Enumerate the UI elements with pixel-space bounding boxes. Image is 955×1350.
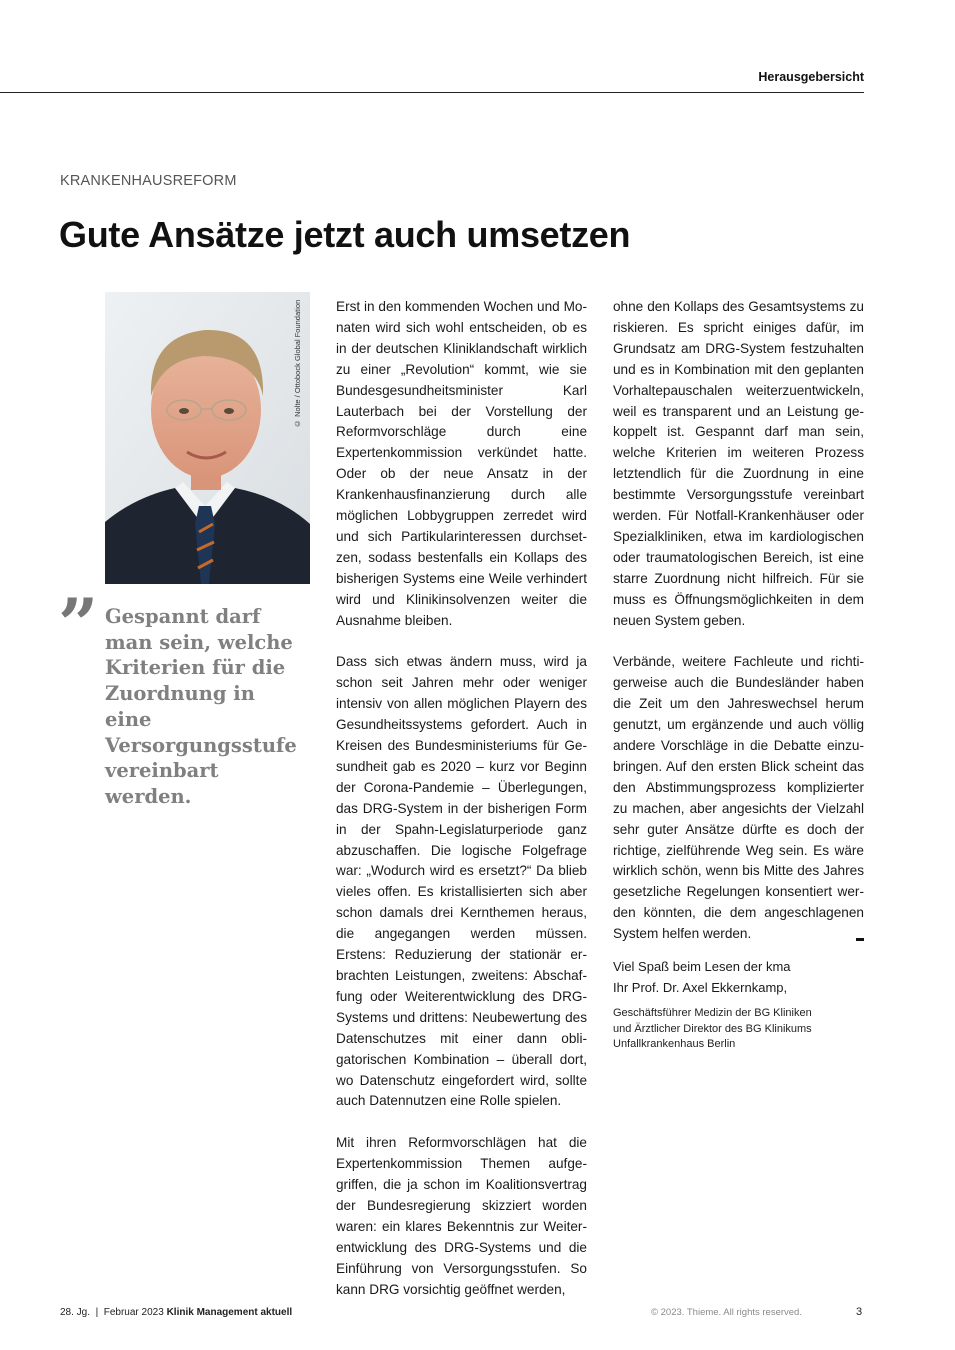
photo-credit: © Nolte / Ottobock Global Foundation bbox=[293, 300, 302, 429]
author-role-line: und Ärztlicher Direktor des BG Klinikums bbox=[613, 1022, 812, 1035]
paragraph: Mit ihren Reformvorschlägen hat die Expertenkommission Themen aufgegriffen, die ja schon im Koalitionsvertrag der Bundesregierung skizziert worden waren: ein klares Bekenntnis zur Weiterentwicklung des DRG-Systems und die Einführung von Versorgungsstufen. So kann DRG vorsichtig geöffnet werden, bbox=[336, 1135, 587, 1297]
header-rule bbox=[0, 92, 864, 93]
footer-copyright: © 2023. Thieme. All rights reserved. bbox=[651, 1307, 802, 1318]
paragraph-text: Verbände, weitere Fachleute und richtigerweise auch die Bundesländer haben die Zeit um den Jahreswechsel herum genutzt, um ergänzende und auch völlig andere Vorschläge in die Debatte einzubringen. Auf den ersten Blick scheint das den Abstimmungsprozess komplizierter zu machen, aber angesichts der Vielzahl sehr guter Ansätze dürfte es doch der richtige, zielführende Weg sein. Es wäre wirklich schön, wenn bis Mitte des Jahres gesetzliche Regelungen konsentiert werden könnten, die dem angeschlagenen System helfen werden. bbox=[613, 654, 864, 942]
paragraph: ohne den Kollaps des Gesamtsystems zu riskieren. Es spricht einiges dafür, im Grundsatz am DRG-System festzuhalten und es in Kombination mit den geplanten Vorhaltepauschalen weiterzuentwickeln, weil es transparent und an Leistung gekoppelt ist. Gespannt darf man sein, welche Kriterien im weiteren Prozess letztendlich für die Zuordnung in eine bestimmte Versorgungsstufe vereinbart werden. Für Notfall-Krankenhäuser oder Spezialkliniken, etwa im kardiologischen oder traumatologischen Bereich, ist eine starre Zuordnung nicht hilfreich. Für sie muss es Öffnungsmöglichkeiten in dem neuen System geben. bbox=[613, 299, 864, 628]
article-column-1 bbox=[336, 297, 587, 1321]
pull-quote: Gespannt darf man sein, welche Kriterien für die Zuordnung in eine Versorgungsstufe vereinbart werden. bbox=[105, 605, 297, 808]
quote-mark-icon: ” bbox=[58, 583, 99, 666]
article-kicker: KRANKENHAUSREFORM bbox=[60, 173, 237, 189]
portrait-photo bbox=[105, 292, 310, 584]
paragraph: Erst in den kommenden Wochen und Monaten wird sich wohl entscheiden, ob es in der deutschen Kliniklandschaft wirklich zu einer „Revolution“ kommt, wie sie Bundesgesundheitsminister Karl Lauterbach bei der Vorstellung der Reformvorschläge durch eine Expertenkommission verkündet hatte. Oder ob der neue Ansatz in der Krankenhausfinanzierung durch alle möglichen Lobbygruppen zerredet wird und sich Partikularinteressen durchsetzen, sodass bestenfalls ein Kollaps des bisherigen Systems eine Weile verhindert wird und Klinikinsolvenzen weiter die Ausnahme bleiben. bbox=[336, 299, 587, 628]
author-role-line: Unfallkrankenhaus Berlin bbox=[613, 1038, 736, 1051]
signoff-greeting: Viel Spaß beim Lesen der kma bbox=[613, 959, 791, 975]
section-label: Herausgebersicht bbox=[758, 70, 864, 84]
portrait-illustration bbox=[105, 292, 310, 584]
paragraph: Dass sich etwas ändern muss, wird ja schon seit Jahren mehr oder weniger intensiv von allen möglichen Playern des Gesundheitssystems gefordert. Auch in Kreisen des Bundesministeriums für Gesundheit gab es 2020 – kurz vor Beginn der Corona-Pandemie – Überlegungen, das DRG-System in der bisherigen Form in der Spahn-Legislaturperiode ganz abzuschaffen. Die logische Folgefrage war: „Wodurch wird es ersetzt?“ Da blieb vieles offen. Es kristallisierten sich aber schon damals drei Kernthemen heraus, die angegangen werden müssen. Erstens: Reduzierung der stationär erbrachten Leistungen, zweitens: Abschaffung oder Weiterentwicklung des DRG-Systems und drittens: Neubewertung des Datenschutzes mit einer dann obligatorischen Kombination – überall dort, wo Datenschutz eingefordert wird, sollte auch Datennutzen eine Rolle spielen. bbox=[336, 654, 587, 1109]
page-number: 3 bbox=[856, 1306, 863, 1318]
paragraph bbox=[613, 652, 864, 945]
end-mark-icon bbox=[856, 938, 864, 941]
signoff bbox=[613, 957, 864, 998]
author-role bbox=[613, 1006, 864, 1053]
article-headline: Gute Ansätze jetzt auch umsetzen bbox=[59, 214, 631, 255]
article-column-2 bbox=[613, 297, 864, 1053]
footer-issue bbox=[60, 1307, 292, 1318]
author-role-line: Geschäftsführer Medizin der BG Kliniken bbox=[613, 1007, 812, 1020]
signoff-author: Ihr Prof. Dr. Axel Ekkernkamp, bbox=[613, 979, 788, 995]
magazine-title: Klinik Management aktuell bbox=[166, 1307, 293, 1318]
issue-info: 28. Jg. | Februar 2023 bbox=[60, 1307, 164, 1318]
